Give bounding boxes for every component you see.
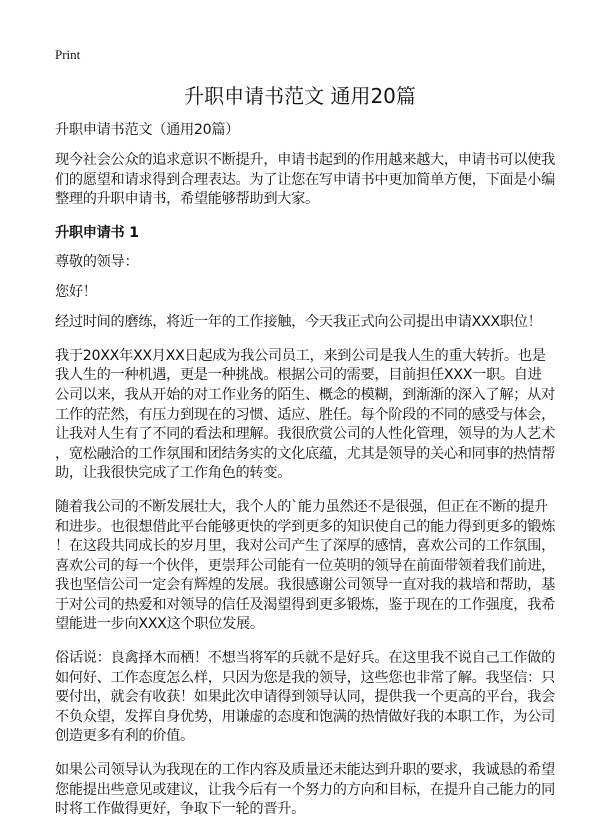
letter-paragraphs — [55, 347, 555, 820]
greeting: 您好！ — [55, 284, 97, 301]
page-title: 升职申请书范文 通用20篇 — [184, 84, 416, 108]
text-line: ！在这段共同成长的岁月里，我对公司产生了深厚的感情，喜欢公司的工作氛围， — [55, 538, 555, 555]
body-paragraph — [55, 761, 555, 820]
text-line: 于对公司的热爱和对领导的信任及渴望得到更多锻炼，鉴于现在的工作强度，我希 — [55, 596, 555, 613]
intro-paragraph — [55, 151, 555, 210]
text-line: 我也坚信公司一定会有辉煌的发展。我很感谢公司领导一直对我的栽培和帮助，基 — [55, 577, 555, 594]
salutation: 尊敬的领导： — [55, 253, 139, 270]
text-line: 不负众望，发挥自身优势，用谦虚的态度和饱满的热情做好我的本职工作，为公司 — [55, 708, 555, 725]
text-line: 随着我公司的不断发展壮大，我个人的`能力虽然还不是很强，但正在不断的提升 — [55, 498, 548, 515]
body-paragraph — [55, 498, 555, 635]
text-line: 创造更多有利的价值。 — [55, 728, 194, 745]
text-line: 整理的升职申请书，希望能够帮助到大家。 — [55, 191, 319, 208]
text-line: 望能进一步向XXX这个职位发展。 — [55, 616, 264, 633]
text-line: 如何好、工作态度怎么样，只因为您是我的领导，这些您也非常了解。我坚信：只 — [55, 669, 555, 686]
document-body — [55, 121, 555, 834]
text-line: 公司以来，我从开始的对工作业务的陌生、概念的模糊，到渐渐的深入了解；从对 — [55, 386, 555, 403]
text-line: 要付出，就会有收获！如果此次申请得到领导认同，提供我一个更高的平台，我会 — [55, 689, 555, 706]
opening-paragraph: 经过时间的磨练，将近一年的工作接触，今天我正式向公司提出申请XXX职位！ — [55, 314, 542, 331]
text-line: ，宽松融洽的工作氛围和团结务实的文化底蕴，尤其是领导的关心和同事的热情帮 — [55, 445, 555, 462]
text-line: 们的愿望和请求得到合理表达。为了让您在写申请书中更加简单方便，下面是小编 — [55, 171, 555, 188]
text-line: 俗话说：良禽择木而栖！不想当将军的兵就不是好兵。在这里我不说自己工作做的 — [55, 650, 555, 667]
text-line: 让我对人生有了不同的看法和理解。我很欣赏公司的人性化管理，领导的为人艺术 — [55, 426, 555, 443]
text-line: 您能提出些意见或建议，让我今后有一个努力的方向和目标，在提升自己能力的同 — [55, 781, 555, 798]
text-line: 喜欢公司的每一个伙伴，更崇拜公司能有一位英明的领导在前面带领着我们前进， — [55, 557, 555, 574]
text-line: 如果公司领导认为我现在的工作内容及质量还未能达到升职的要求，我诚恳的希望 — [55, 762, 555, 779]
text-line: 我人生的一种机遇，更是一种挑战。根据公司的需要，目前担任XXX一职。自进 — [55, 367, 542, 384]
body-paragraph — [55, 649, 555, 747]
text-line: 和进步。也很想借此平台能够更快的学到更多的知识使自己的能力得到更多的锻炼 — [55, 518, 555, 535]
section-heading: 升职申请书 1 — [55, 224, 139, 241]
text-line: 时将工作做得更好，争取下一轮的晋升。 — [55, 801, 305, 818]
text-line: 助，让我很快完成了工作角色的转变。 — [55, 465, 292, 482]
text-line: 我于20XX年XX月XX日起成为我公司员工，来到公司是我人生的重大转折。也是 — [55, 347, 546, 364]
body-paragraph — [55, 347, 555, 484]
text-line: 现今社会公众的追求意识不断提升，申请书起到的作用越来越大，申请书可以使我 — [55, 152, 555, 169]
print-link[interactable]: Print — [55, 47, 81, 62]
text-line: 工作的茫然，有压力到现在的习惯、适应、胜任。每个阶段的不同的感受与体会， — [55, 406, 555, 423]
subtitle: 升职申请书范文（通用20篇） — [55, 122, 240, 138]
